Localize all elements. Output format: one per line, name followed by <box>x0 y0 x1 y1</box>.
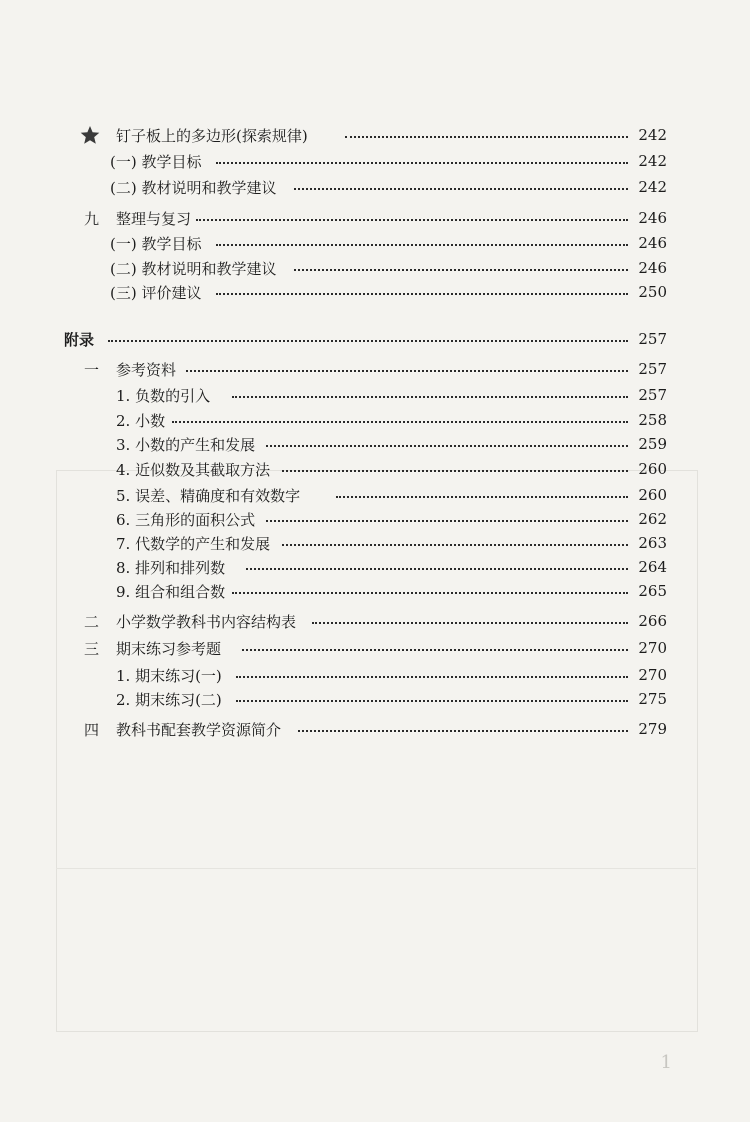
toc-entry[interactable] <box>0 664 750 686</box>
entry-page: 265 <box>638 582 667 600</box>
entry-number: 二 <box>84 612 100 631</box>
entry-page: 258 <box>638 411 667 429</box>
entry-title: 整理与复习 <box>116 209 192 228</box>
entry-page: 246 <box>638 234 667 252</box>
leader-dots <box>186 370 628 372</box>
toc-entry[interactable] <box>0 532 750 554</box>
leader-dots <box>298 730 628 732</box>
entry-title: 9. 组合和组合数 <box>116 582 226 601</box>
toc-entry[interactable] <box>0 508 750 530</box>
leader-dots <box>242 649 628 651</box>
leader-dots <box>266 445 628 447</box>
leader-dots <box>246 568 628 570</box>
entry-title: (一) 教学目标 <box>110 152 202 171</box>
entry-page: 270 <box>638 639 667 657</box>
entry-number: 四 <box>84 720 100 739</box>
bleed-through-rule <box>56 868 696 869</box>
entry-page: 246 <box>638 209 667 227</box>
entry-page: 270 <box>638 666 667 684</box>
leader-dots <box>266 520 628 522</box>
leader-dots <box>282 544 628 546</box>
entry-page: 242 <box>638 126 667 144</box>
entry-number: 三 <box>84 639 100 658</box>
page-number: 1 <box>660 1052 672 1073</box>
toc-entry[interactable] <box>0 556 750 578</box>
entry-title: 8. 排列和排列数 <box>116 558 226 577</box>
leader-dots <box>345 136 628 138</box>
leader-dots <box>232 396 628 398</box>
toc-entry[interactable] <box>0 207 750 229</box>
entry-page: 260 <box>638 460 667 478</box>
toc-entry[interactable] <box>0 688 750 710</box>
toc-entry[interactable] <box>0 281 750 303</box>
entry-page: 260 <box>638 486 667 504</box>
entry-page: 264 <box>638 558 667 576</box>
leader-dots <box>282 470 628 472</box>
toc-entry[interactable] <box>0 257 750 279</box>
entry-title: 2. 小数 <box>116 411 166 430</box>
entry-page: 250 <box>638 283 667 301</box>
toc-entry[interactable] <box>0 232 750 254</box>
entry-page: 242 <box>638 152 667 170</box>
toc-entry[interactable] <box>0 580 750 602</box>
entry-page: 257 <box>638 360 667 378</box>
leader-dots <box>232 592 628 594</box>
entry-page: 262 <box>638 510 667 528</box>
toc-entry[interactable] <box>0 718 750 740</box>
toc-entry[interactable] <box>0 150 750 172</box>
entry-title: 教科书配套教学资源简介 <box>116 720 282 739</box>
entry-page: 242 <box>638 178 667 196</box>
entry-number: 一 <box>84 360 100 379</box>
leader-dots <box>294 269 628 271</box>
entry-title: 4. 近似数及其截取方法 <box>116 460 271 479</box>
toc-entry[interactable] <box>0 433 750 455</box>
entry-title: 小学数学教科书内容结构表 <box>116 612 297 631</box>
entry-page: 279 <box>638 720 667 738</box>
toc-entry[interactable] <box>0 458 750 480</box>
bleed-through-table <box>56 470 698 1032</box>
toc-entry[interactable] <box>0 124 750 146</box>
leader-dots <box>236 700 628 702</box>
leader-dots <box>312 622 628 624</box>
toc-entry[interactable] <box>0 358 750 380</box>
appendix-title: 附录 <box>64 330 95 349</box>
leader-dots <box>294 188 628 190</box>
entry-title: 7. 代数学的产生和发展 <box>116 534 271 553</box>
toc-entry[interactable] <box>0 409 750 431</box>
entry-title: 钉子板上的多边形(探索规律) <box>116 126 308 145</box>
leader-dots <box>236 676 628 678</box>
entry-title: 6. 三角形的面积公式 <box>116 510 256 529</box>
entry-title: 期末练习参考题 <box>116 639 222 658</box>
entry-page: 275 <box>638 690 667 708</box>
entry-title: 5. 误差、精确度和有效数字 <box>116 486 301 505</box>
leader-dots <box>108 340 628 342</box>
entry-page: 257 <box>638 330 667 348</box>
entry-title: (一) 教学目标 <box>110 234 202 253</box>
toc-entry[interactable] <box>0 637 750 659</box>
leader-dots <box>216 293 628 295</box>
toc-entry[interactable] <box>0 328 750 350</box>
toc-entry[interactable] <box>0 610 750 632</box>
entry-title: 参考资料 <box>116 360 177 379</box>
leader-dots <box>172 421 628 423</box>
entry-title: 1. 负数的引入 <box>116 386 211 405</box>
entry-title: (二) 教材说明和教学建议 <box>110 178 277 197</box>
leader-dots <box>336 496 628 498</box>
leader-dots <box>196 219 628 221</box>
toc-entry[interactable] <box>0 484 750 506</box>
leader-dots <box>216 162 628 164</box>
entry-title: 1. 期末练习(一) <box>116 666 222 685</box>
entry-page: 257 <box>638 386 667 404</box>
entry-page: 266 <box>638 612 667 630</box>
leader-dots <box>216 244 628 246</box>
entry-page: 263 <box>638 534 667 552</box>
entry-title: 3. 小数的产生和发展 <box>116 435 256 454</box>
entry-title: 2. 期末练习(二) <box>116 690 222 709</box>
entry-page: 259 <box>638 435 667 453</box>
entry-title: (三) 评价建议 <box>110 283 202 302</box>
toc-entry[interactable] <box>0 384 750 406</box>
entry-page: 246 <box>638 259 667 277</box>
toc-entry[interactable] <box>0 176 750 198</box>
entry-number: 九 <box>84 209 100 228</box>
star-icon <box>80 125 100 145</box>
entry-title: (二) 教材说明和教学建议 <box>110 259 277 278</box>
